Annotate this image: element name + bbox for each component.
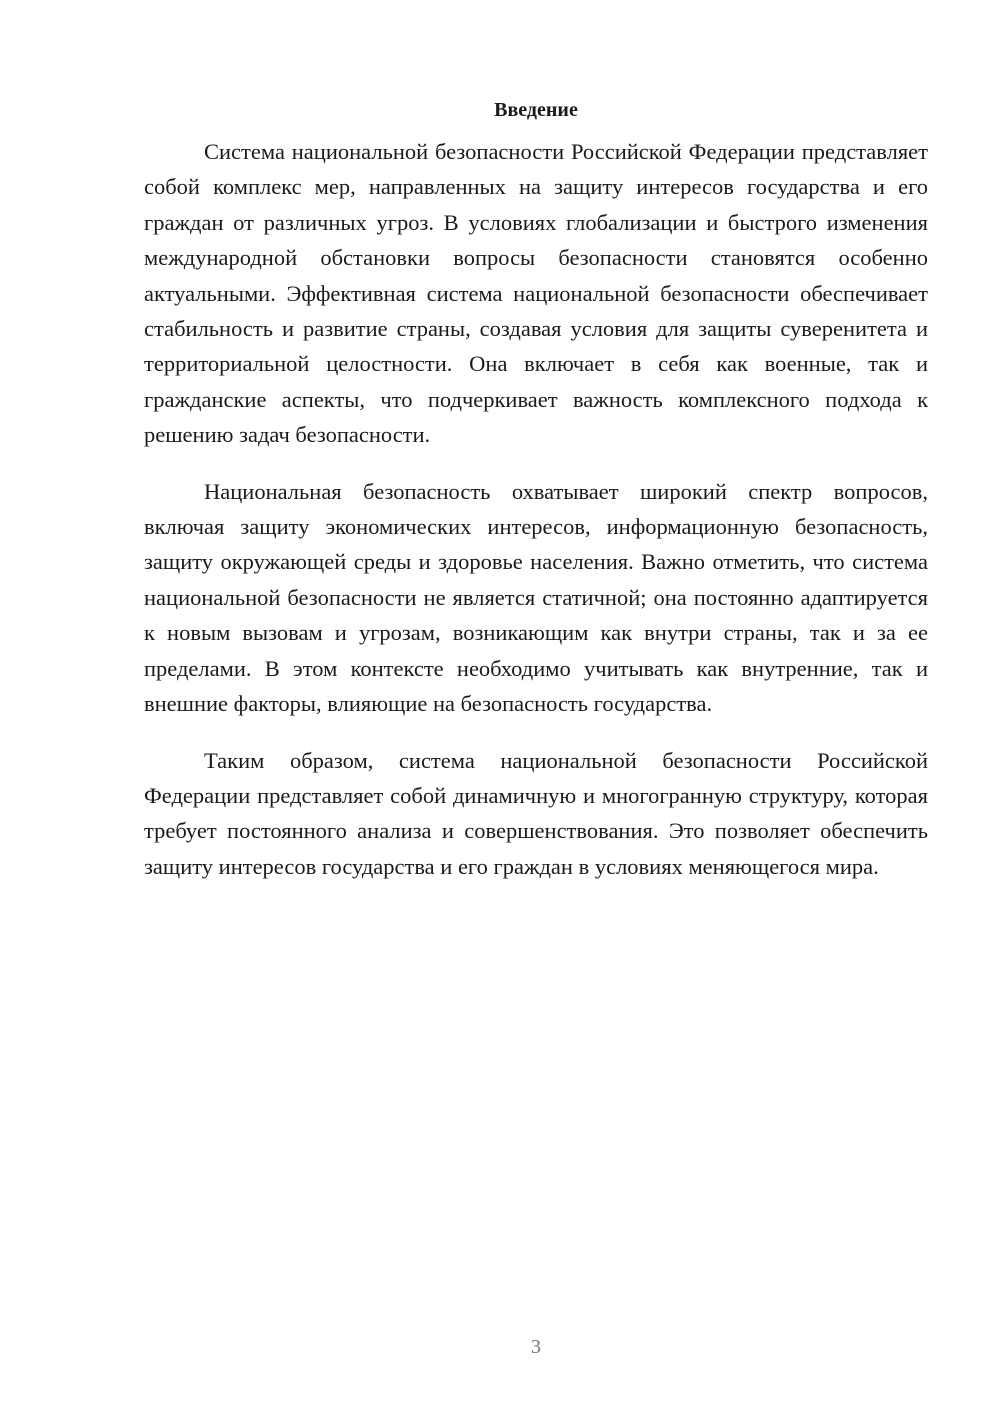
page-content [144,95,928,905]
paragraph-1: Система национальной безопасности Российской Федерации представляет собой комплекс мер, направленных на защиту интересов государства и его граждан от различных угроз. В условиях глобализации и быстрого изменения международной обстановки вопросы безопасности становятся особенно актуальными. Эффективная система национальной безопасности обеспечивает стабильность и развитие страны, создавая условия для защиты суверенитета и территориальной целостности. Она включает в себя как военные, так и гражданские аспекты, что подчеркивает важность комплексного подхода к решению задач безопасности. [144,139,928,448]
paragraph-2: Национальная безопасность охватывает широкий спектр вопросов, включая защиту экономических интересов, информационную безопасность, защиту окружающей среды и здоровье населения. Важно отметить, что система национальной безопасности не является статичной; она постоянно адаптируется к новым вызовам и угрозам, возникающим как внутри страны, так и за ее пределами. В этом контексте необходимо учитывать как внутренние, так и внешние факторы, влияющие на безопасность государства. [144,478,928,717]
section-title: Введение [494,99,578,121]
page-number: 3 [531,1336,541,1358]
paragraph-3: Таким образом, система национальной безопасности Российской Федерации представляет собой динамичную и многогранную структуру, которая требует постоянного анализа и совершенствования. Это позволяет обеспечить защиту интересов государства и его граждан в условиях меняющегося мира. [144,747,928,879]
